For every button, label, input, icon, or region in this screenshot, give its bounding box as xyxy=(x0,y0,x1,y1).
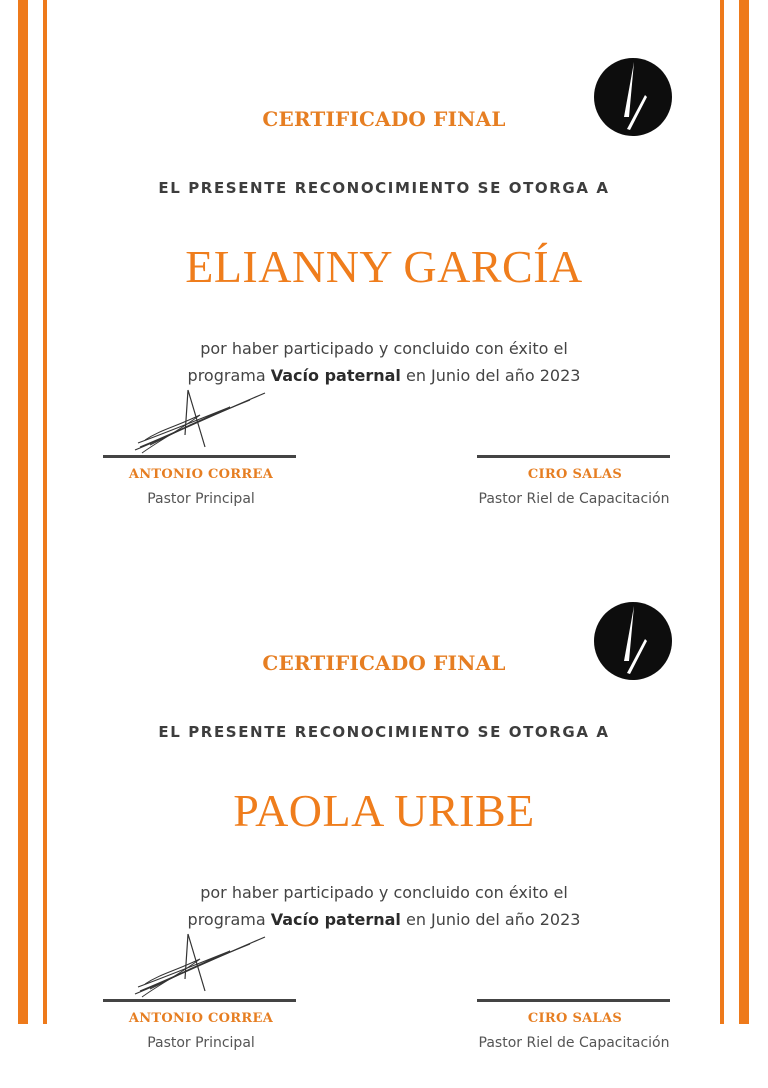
body-line-2 xyxy=(0,906,768,933)
certificate-body xyxy=(0,879,768,933)
signature-line-2 xyxy=(477,999,670,1002)
body-suffix: en Junio del año 2023 xyxy=(400,910,581,929)
body-line-2 xyxy=(0,362,768,389)
signer-1-role: Pastor Principal xyxy=(147,491,255,507)
body-suffix: en Junio del año 2023 xyxy=(400,366,581,385)
signer-1-name: ANTONIO CORREA xyxy=(128,467,274,482)
signer-2-name: CIRO SALAS xyxy=(527,467,623,482)
signature-scribble xyxy=(130,385,270,460)
certificate-body xyxy=(0,335,768,389)
body-line-1: por haber participado y concluido con éxito el xyxy=(200,883,568,902)
signature-line-1 xyxy=(103,455,296,458)
recipient-name: PAOLA URIBE xyxy=(233,785,535,836)
body-prefix: programa xyxy=(187,366,271,385)
body-prefix: programa xyxy=(187,910,271,929)
signer-2-name: CIRO SALAS xyxy=(527,1011,623,1026)
recipient-name: ELIANNY GARCÍA xyxy=(185,241,583,292)
signature-line-1 xyxy=(103,999,296,1002)
certificate-2 xyxy=(0,544,768,1088)
program-name: Vacío paternal xyxy=(270,910,401,929)
certificate-title: CERTIFICADO FINAL xyxy=(262,107,506,131)
signature-scribble xyxy=(130,929,270,1004)
signer-2-role: Pastor Riel de Capacitación xyxy=(478,1035,670,1051)
signer-2-role: Pastor Riel de Capacitación xyxy=(478,491,670,507)
certificate-title: CERTIFICADO FINAL xyxy=(262,651,506,675)
certificate-subtitle: EL PRESENTE RECONOCIMIENTO SE OTORGA A xyxy=(158,723,610,741)
signer-1-name: ANTONIO CORREA xyxy=(128,1011,274,1026)
certificate-subtitle: EL PRESENTE RECONOCIMIENTO SE OTORGA A xyxy=(158,179,610,197)
signature-line-2 xyxy=(477,455,670,458)
signer-1-role: Pastor Principal xyxy=(147,1035,255,1051)
body-line-1: por haber participado y concluido con éxito el xyxy=(200,339,568,358)
program-name: Vacío paternal xyxy=(270,366,401,385)
